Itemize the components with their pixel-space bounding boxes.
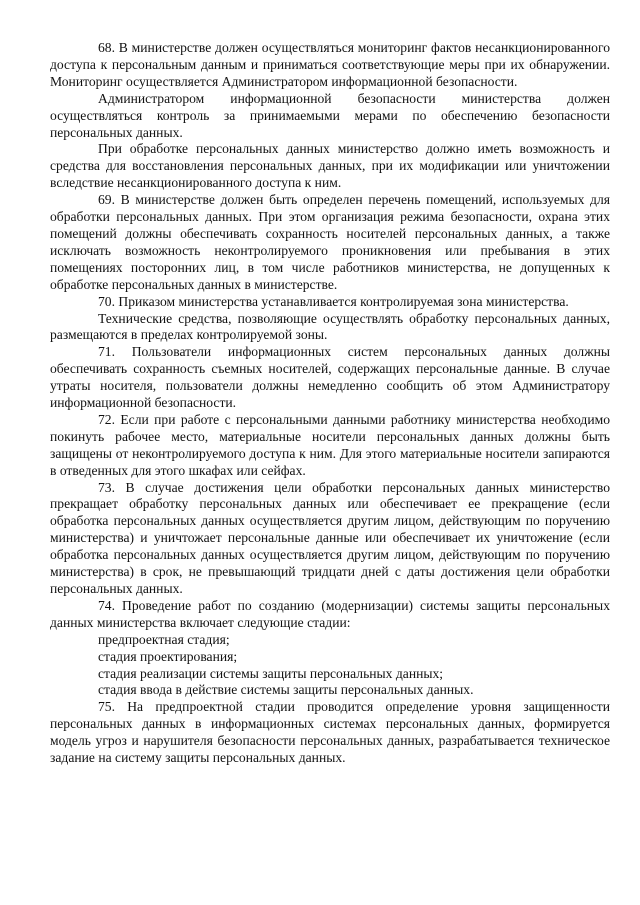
stage-list-item: предпроектная стадия; [98, 631, 230, 647]
paragraph-68-control: Администратором информационной безопасности министерства должен осуществляться контроль за принимаемыми мерами по обеспечению безопасности персональных данных. [50, 90, 610, 140]
paragraph-74: 74. Проведение работ по созданию (модернизации) системы защиты персональных данных министерства включает следующие стадии: [50, 597, 610, 630]
paragraph-70-technical-means: Технические средства, позволяющие осуществлять обработку персональных данных, размещаются в пределах контролируемой зоны. [50, 310, 610, 343]
paragraph-73: 73. В случае достижения цели обработки персональных данных министерство прекращает обработку персональных данных или обеспечивает ее прекращение (если обработка персональных данных осуществляется другим лицом, действующим по поручению министерства) и уничтожает персональные данные или обеспечивает их уничтожение (если обработка персональных данных осуществляется другим лицом, действующим по поручению министерства) в срок, не превышающий тридцати дней с даты достижения цели обработки персональных данных. [50, 479, 610, 596]
paragraph-75: 75. На предпроектной стадии проводится определение уровня защищенности персональных данных в информационных системах персональных данных, формируется модель угроз и нарушителя безопасности персональных данных, разрабатывается техническое задание на систему защиты персональных данных. [50, 699, 610, 766]
paragraph-68: 68. В министерстве должен осуществляться мониторинг фактов несанкционированного доступа к персональным данным и приниматься соответствующие меры при их обнаружении. Мониторинг осуществляется Администратором информационной безопасности. [50, 40, 610, 89]
paragraph-71: 71. Пользователи информационных систем персональных данных должны обеспечивать сохранность съемных носителей, содержащих персональные данные. В случае утраты носителя, пользователи должны немедленно сообщить об этом Администратору информационной безопасности. [50, 344, 610, 411]
document-page [50, 40, 610, 767]
paragraph-69: 69. В министерстве должен быть определен перечень помещений, используемых для обработки персональных данных. При этом организация режима безопасности, охрана этих помещений должны обеспечивать сохранность носителей персональных данных, а также исключать возможность неконтролируемого проникновения или пребывания в этих помещениях посторонних лиц, в том числе работников министерства, не допущенных к обработке персональных данных в министерстве. [50, 192, 610, 292]
stage-list-item: стадия проектирования; [98, 648, 238, 664]
stage-list-item: стадия ввода в действие системы защиты персональных данных. [98, 682, 474, 698]
paragraph-68-recovery: При обработке персональных данных министерство должно иметь возможность и средства для восстановления персональных данных, при их модификации или уничтожении вследствие несанкционированного доступа к ним. [50, 141, 610, 191]
stage-list-item: стадия реализации системы защиты персональных данных; [98, 665, 444, 681]
paragraph-72: 72. Если при работе с персональными данными работнику министерства необходимо покинуть рабочее место, материальные носители персональных данных должны быть защищены от неконтролируемого доступа к ним. Для этого материальные носители запираются в отведенных для этого шкафах или сейфах. [50, 411, 610, 478]
paragraph-70: 70. Приказом министерства устанавливается контролируемая зона министерства. [98, 293, 569, 309]
